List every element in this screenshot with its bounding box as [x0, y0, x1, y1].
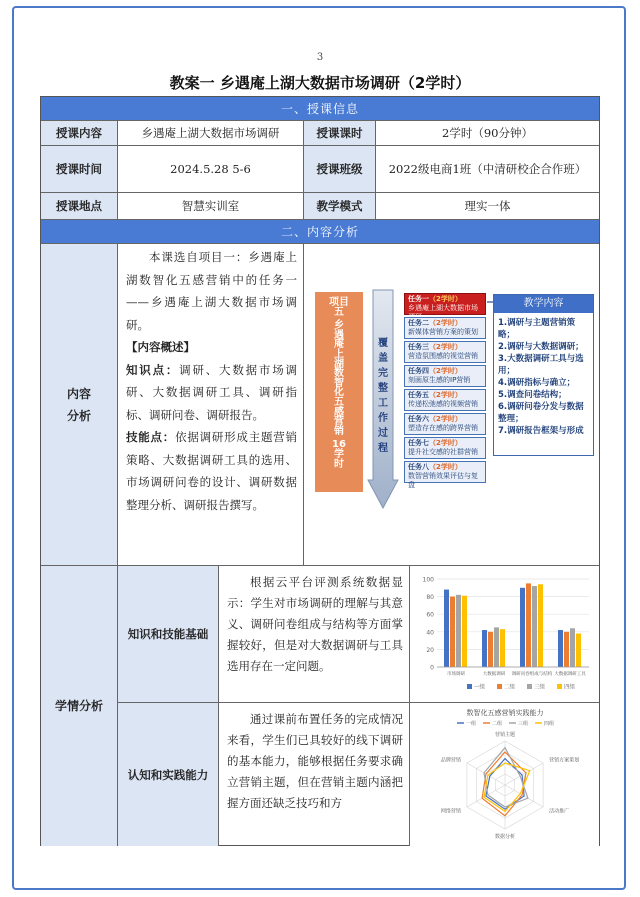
diagram-canvas [304, 244, 599, 566]
bar-ytick-label: 80 [425, 594, 434, 602]
project-line: 五 [334, 306, 344, 318]
teaching-item: 1.调研与主题营销策略； [498, 318, 576, 340]
radar-legend-label: 三组 [517, 720, 528, 727]
knowledge-label: 知识点： [126, 362, 180, 377]
bar-chart-cell [410, 566, 599, 703]
task-item [404, 461, 486, 489]
project-line: 五 [334, 396, 344, 408]
teaching-item: 5.调查问卷结构； [498, 390, 567, 400]
knowledge-text: 调研、大数据市场调研、大数据调研工具、调研指标、调研问卷、调研报告。 [126, 362, 298, 422]
project-box-text [315, 292, 363, 469]
bar-ytick-label: 0 [429, 664, 434, 672]
task-name: 任务一 [408, 295, 429, 303]
task-desc: 乡遇庵上湖大数据市场 [408, 304, 478, 312]
skill-label: 技能点： [126, 430, 176, 444]
bar [482, 630, 487, 667]
task-item [404, 365, 486, 387]
value-course-location: 智慧实训室 [118, 193, 304, 220]
bar-legend-swatch [557, 684, 562, 689]
task-hours: （2学时） [429, 319, 462, 327]
teaching-item: 2.调研与大数据调研； [498, 342, 584, 352]
task-hours: （2学时） [429, 463, 462, 471]
knowledge-skills-text: 根据云平台评测系统数据显示：学生对市场调研的理解与其意义、调研问卷组成与结构等方面掌握较好，但是对大数据调研与工具选用存在一定问题。 [219, 566, 410, 703]
project-line: 营 [334, 416, 344, 428]
label-knowledge-skills: 知识和技能基础 [118, 566, 219, 703]
bar-category-label: 市场调研 [446, 672, 465, 677]
bar-ytick-label: 40 [425, 629, 434, 637]
cover-text-char: 整 [378, 383, 388, 394]
section-header-content: 二、内容分析 [41, 220, 599, 244]
task-name: 任务七 [408, 439, 429, 447]
bar [538, 584, 543, 667]
task-hours: （2学时） [429, 367, 462, 375]
bar-legend-label: 三组 [533, 684, 545, 691]
task-name: 任务八 [408, 463, 429, 471]
task-item [404, 413, 486, 435]
radar-title: 数智化五感营销实践能力 [466, 708, 543, 717]
lesson-plan-table [40, 96, 600, 846]
bar [488, 632, 493, 667]
value-course-hours: 2学时（90分钟） [376, 121, 599, 146]
bar-legend-swatch [467, 684, 472, 689]
radar-axis-label: 数据分析 [494, 833, 515, 840]
bar [526, 583, 531, 667]
bar-legend-swatch [497, 684, 502, 689]
teaching-content-items [494, 313, 593, 437]
label-learning-analysis: 学情分析 [41, 566, 118, 846]
bar [558, 630, 563, 667]
task-hours: （2学时） [429, 439, 462, 447]
radar-axis-label: 活动推广 [548, 808, 569, 814]
task-desc: 营造氛围感的视觉营销 [408, 352, 478, 360]
radar-chart-cell [410, 703, 599, 846]
label-teaching-mode: 教学模式 [304, 193, 376, 220]
content-knowledge-points [126, 359, 297, 427]
project-line: 数 [334, 368, 344, 380]
radar-axis-label: 营销主题 [494, 731, 515, 738]
bar [494, 627, 499, 667]
task-desc: 塑造存在感的跨界营销 [408, 424, 478, 432]
value-course-class: 2022级电商1班（中清研校企合作班） [376, 146, 599, 193]
bar [450, 597, 455, 667]
label-course-location: 授课地点 [41, 193, 118, 220]
project-line: 上 [334, 348, 344, 360]
section-header-info: 一、授课信息 [41, 97, 599, 121]
bar [570, 628, 575, 667]
task-name: 任务五 [408, 391, 429, 399]
bar-ytick-label: 100 [422, 576, 434, 584]
label-course-content: 授课内容 [41, 121, 118, 146]
label-content-analysis-line1: 内容 [66, 386, 91, 401]
bar-legend-label: 二组 [503, 684, 515, 691]
teaching-item: 7.调研报告框架与形成 [498, 426, 584, 436]
project-diagram [304, 244, 599, 566]
task-desc: 数智营销效果评估与复盘 [408, 472, 478, 489]
value-teaching-mode: 理实一体 [376, 193, 599, 220]
radar-axis-label: 网络营销 [440, 808, 461, 814]
task-hours: （2学时） [429, 391, 462, 399]
task-item [404, 293, 486, 315]
project-line: 化 [334, 387, 344, 399]
task-desc: 传递松弛感的视频营销 [408, 400, 478, 408]
task-name: 任务四 [408, 367, 429, 375]
cover-text-char: 工 [378, 398, 388, 409]
radar-axis-label: 品牌营销 [440, 757, 461, 763]
project-box [315, 292, 363, 492]
bar-category-label: 大数据调研工具 [553, 672, 586, 677]
cover-text-char: 完 [378, 368, 388, 379]
bar [444, 590, 449, 667]
task-desc: 新媒体营销方案的策划 [408, 328, 478, 336]
bar-legend-swatch [527, 684, 532, 689]
project-line: 时 [334, 458, 344, 470]
teaching-item: 3.大数据调研工具与选用； [498, 354, 584, 376]
radar-axis-label: 营销方案策划 [548, 757, 579, 763]
task-item [404, 317, 486, 339]
project-line: 智 [334, 377, 344, 389]
skill-text: 依据调研形成主题营销策略、大数据调研工具的选用、市场调研问卷的设计、调研数据整理分析、调研报告撰写。 [126, 430, 297, 512]
bar [456, 595, 461, 667]
teaching-content-title: 教学内容 [494, 295, 593, 313]
radar-chart [413, 705, 597, 845]
teaching-item: 4.调研指标与确立； [498, 378, 576, 388]
task-name: 任务三 [408, 343, 429, 351]
task-desc: 刻画原生感的IP营销 [408, 376, 471, 384]
label-course-time: 授课时间 [41, 146, 118, 193]
task-name: 任务六 [408, 415, 429, 423]
bar [462, 596, 467, 667]
bar-ytick-label: 60 [425, 611, 434, 619]
task-item [404, 341, 486, 363]
content-analysis-text [118, 244, 304, 566]
cover-text-char: 覆 [378, 338, 388, 349]
project-line: 庵 [334, 339, 344, 351]
cover-text-char: 盖 [378, 353, 388, 364]
value-course-time: 2024.5.28 5-6 [118, 146, 304, 193]
value-course-content: 乡遇庵上湖大数据市场调研 [118, 121, 304, 146]
bar [532, 586, 537, 667]
bar-legend-label: 四组 [563, 684, 575, 691]
bar [520, 588, 525, 667]
teaching-item: 6.调研问卷分发与数据整理； [498, 402, 584, 424]
bar-legend-label: 一组 [473, 684, 485, 691]
task-hours: （2学时） [429, 295, 462, 303]
content-skill-points [126, 426, 297, 516]
task-desc: 提升社交感的社群营销 [408, 448, 478, 456]
project-line: 16 [332, 439, 346, 451]
label-course-class: 授课班级 [304, 146, 376, 193]
cover-process-text [376, 336, 390, 456]
cognition-practice-text: 通过课前布置任务的完成情况来看，学生们已具较好的线下调研的基本能力，能够根据任务要求确立营销主题，但在营销主题内涵把握方面还缺乏技巧和方 [219, 703, 410, 846]
content-intro: 本课选自项目一：乡遇庵上湖数智化五感营销中的任务一 ——乡遇庵上湖大数据市场调研。 [126, 250, 297, 332]
project-line: 销 [334, 425, 344, 437]
cover-text-char: 作 [378, 413, 388, 424]
radar-legend-label: 四组 [543, 720, 554, 727]
document-title: 教案一 乡遇庵上湖大数据市场调研（2学时） [169, 74, 471, 92]
teaching-content-box [493, 294, 594, 456]
task-name: 任务二 [408, 319, 429, 327]
radar-legend-label: 一组 [465, 720, 476, 727]
task-hours: （2学时） [429, 415, 462, 423]
task-item [404, 437, 486, 459]
cover-text-char: 程 [378, 443, 388, 454]
bar-ytick-label: 20 [425, 646, 434, 654]
project-line: 感 [334, 406, 344, 418]
content-overview-title: 【内容概述】 [126, 340, 195, 354]
project-line: 学 [334, 448, 344, 460]
project-line: 乡 [334, 320, 344, 332]
bar-category-label: 调研问卷组成与结构 [511, 672, 552, 677]
bar [564, 632, 569, 667]
project-line: 项目 [329, 297, 349, 308]
label-content-analysis [41, 244, 118, 566]
bar-chart [415, 571, 595, 697]
bar-category-label: 大数据调研 [482, 672, 505, 677]
project-line: 遇 [334, 329, 344, 341]
radar-legend-label: 二组 [491, 720, 502, 727]
label-content-analysis-line2: 分析 [66, 408, 91, 423]
label-course-hours: 授课课时 [304, 121, 376, 146]
page-number: 3 [316, 52, 324, 63]
task-hours: （2学时） [429, 343, 462, 351]
bar [500, 629, 505, 667]
label-cognition-practice: 认知和实践能力 [118, 703, 219, 846]
bar [576, 634, 581, 667]
project-line: 湖 [334, 358, 344, 370]
task-item [404, 389, 486, 411]
cover-text-char: 过 [378, 428, 388, 439]
